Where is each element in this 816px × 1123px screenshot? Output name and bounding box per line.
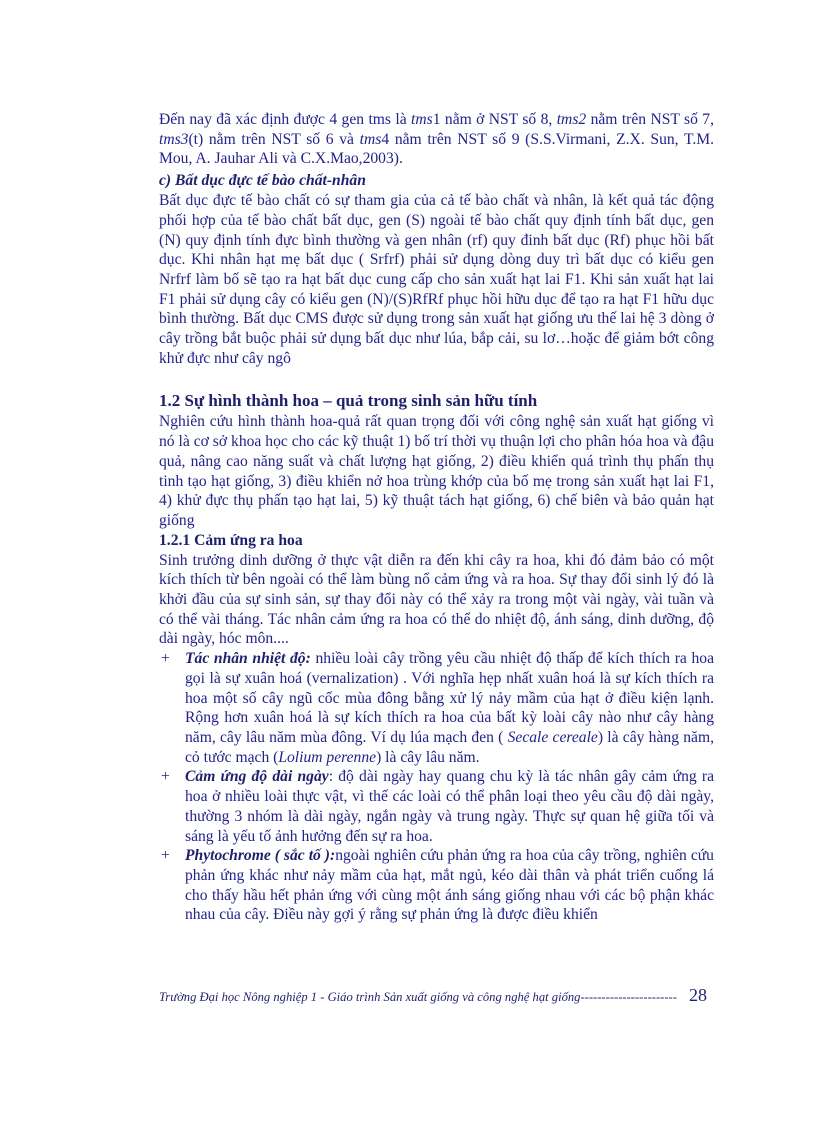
text-run: 4 nằm trên NST số 9 (S.S.Virmani, Z.X. Sun, T.M. Mou, A. Jauhar Ali và C.X.Mao,2003).	[159, 130, 715, 168]
intro-paragraph	[159, 110, 714, 169]
bullet-term: Phytochrome ( sắc tố ):	[185, 847, 336, 865]
text-run: ) là cây lâu năm.	[376, 748, 480, 766]
text-run: (t) nằm trên NST số 6 và	[188, 130, 360, 148]
text-run: ngoài nghiên cứu phản ứng ra hoa của cây trồng, nghiên cứu phản ứng khác như nảy mầm của hạt, mắt ngủ, kéo dài thân và phát triển cuống lá cho thấy hầu hết phản ứng với cùng một ánh sáng giống nhau với các bộ phận khác nhau của cây. Điều này gợi ý rằng sự phản ứng là được điều khiển	[185, 847, 714, 924]
section-c-heading: c) Bất dục đực tế bào chất-nhân	[159, 172, 366, 190]
text-run: : độ dài ngày hay quang chu kỳ là tác nhân gây cảm ứng ra hoa ở nhiều loài thực vật, vì thế các loài có thể phân loại theo yêu cầu độ dài ngày, thường 3 nhóm là dài ngày, ngắn ngày và trung ngày. Thực sự quan hệ giữa tối và sáng là yếu tố ảnh hưởng đến sự ra hoa.	[185, 768, 714, 845]
page-number: 28	[689, 985, 707, 1005]
bullet-phytochrome	[159, 846, 714, 925]
section-c-body: Bất dục đực tế bào chất có sự tham gia của cả tế bào chất và nhân, là kết quả tác động phối hợp của tế bào chất bất dục, gen (S) ngoài tế bào chất quy định tính bất dục, gen (N) quy định tính đực bình thường và gen nhân (rf) quy đinh bất dục (Rf) phục hồi bất dục. Khi nhân hạt mẹ bất dục ( Srfrf) phải sử dụng dòng duy trì bất dục có kiểu gen Nrfrf làm bố sẽ tạo ra hạt bất dục cung cấp cho sản xuất hạt lai F1. Khi sản xuất hạt lai F1 phải sử dụng cây có kiểu gen (N)/(S)RfRf phục hồi hữu dục để tạo ra hạt F1 hữu dục bình thường. Bất dục CMS được sử dụng trong sản xuất hạt giống ưu thế lai hệ 3 dòng ở cây trồng bắt buộc phải sử dụng bất dục như lúa, bắp cải, su lơ…hoặc để giảm bớt công khử đực như cây ngô	[159, 192, 714, 367]
gene-name: tms	[411, 111, 433, 128]
bullet-term: Cảm ứng độ dài ngày	[185, 768, 329, 786]
plus-bullet-icon: +	[161, 847, 170, 865]
footer-text: Trường Đại học Nông nghiệp 1 - Giáo trình Sản xuất giống và công nghệ hạt giống-----------------------	[159, 990, 677, 1004]
text-run: Đến nay đã xác định được 4 gen tms là	[159, 111, 412, 128]
section-1-2-1-body: Sinh trưởng dinh dưỡng ở thực vật diễn ra đến khi cây ra hoa, khi đó đảm bảo có một kích thích từ bên ngoài có thể làm bùng nổ cảm ứng và ra hoa. Sự thay đổi sinh lý đó là khởi đầu của sự sinh sản, sự thay đổi này có thể xảy ra trong một vài ngày, vài tuần và có thể vài tháng. Tác nhân cảm ứng ra hoa có thể do nhiệt độ, ánh sáng, dinh dưỡng, độ dài ngày, hóc môn....	[159, 551, 714, 648]
document-page	[159, 110, 714, 925]
bullet-photoperiod	[159, 767, 714, 846]
text-run: ) là cây hàng năm, cỏ tước mạch (	[185, 728, 714, 766]
scientific-name: Lolium perenne	[278, 748, 377, 766]
bullet-temperature	[159, 649, 714, 767]
plus-bullet-icon: +	[161, 768, 170, 786]
section-1-2-body: Nghiên cứu hình thành hoa-quả rất quan trọng đối với công nghệ sản xuất hạt giống vì nó là cơ sở khoa học cho các kỹ thuật 1) bố trí thời vụ thuận lợi cho phân hóa hoa và đậu quả, nâng cao năng suất và chất lượng hạt giống, 2) điều khiển quá trình thụ phấn thụ tinh tạo hạt giống, 3) điều khiển nở hoa trùng khớp của bố mẹ trong sản xuất hạt lai F1, 4) khử đực thụ phấn tạo hạt lai, 5) kỹ thuật tách hạt giống, 6) chế biên và bảo quản hạt giống	[159, 413, 714, 529]
section-1-2-1-heading: 1.2.1 Cảm ứng ra hoa	[159, 531, 303, 549]
text-run: 1 nằm ở NST số 8,	[432, 111, 557, 128]
section-1-2-heading: 1.2 Sự hình thành hoa – quả trong sinh sản hữu tính	[159, 391, 538, 411]
gene-name: tms	[359, 130, 382, 148]
page-footer	[159, 985, 719, 1005]
bullet-term: Tác nhân nhiệt độ:	[185, 650, 311, 668]
gene-name: tms3	[159, 130, 189, 148]
scientific-name: Secale cereale	[507, 728, 598, 746]
text-run: nằm trên NST số 7,	[586, 111, 714, 128]
plus-bullet-icon: +	[161, 650, 170, 668]
gene-name: tms2	[556, 111, 587, 128]
text-run: nhiều loài cây trồng yêu cầu nhiệt độ thấp để kích thích ra hoa gọi là sự xuân hoá (vernalization) . Với nghĩa hẹp nhất xuân hoá là sự kích thích ra hoa một số cây ngũ cốc mùa đông bằng xử lý nảy mầm của hạt ở điều kiện lạnh. Rộng hơn xuân hoá là sự kích thích ra hoa của bất kỳ loài cây nào như cây hàng năm, cây lâu năm mùa đông. Ví dụ lúa mạch đen (	[185, 650, 714, 746]
